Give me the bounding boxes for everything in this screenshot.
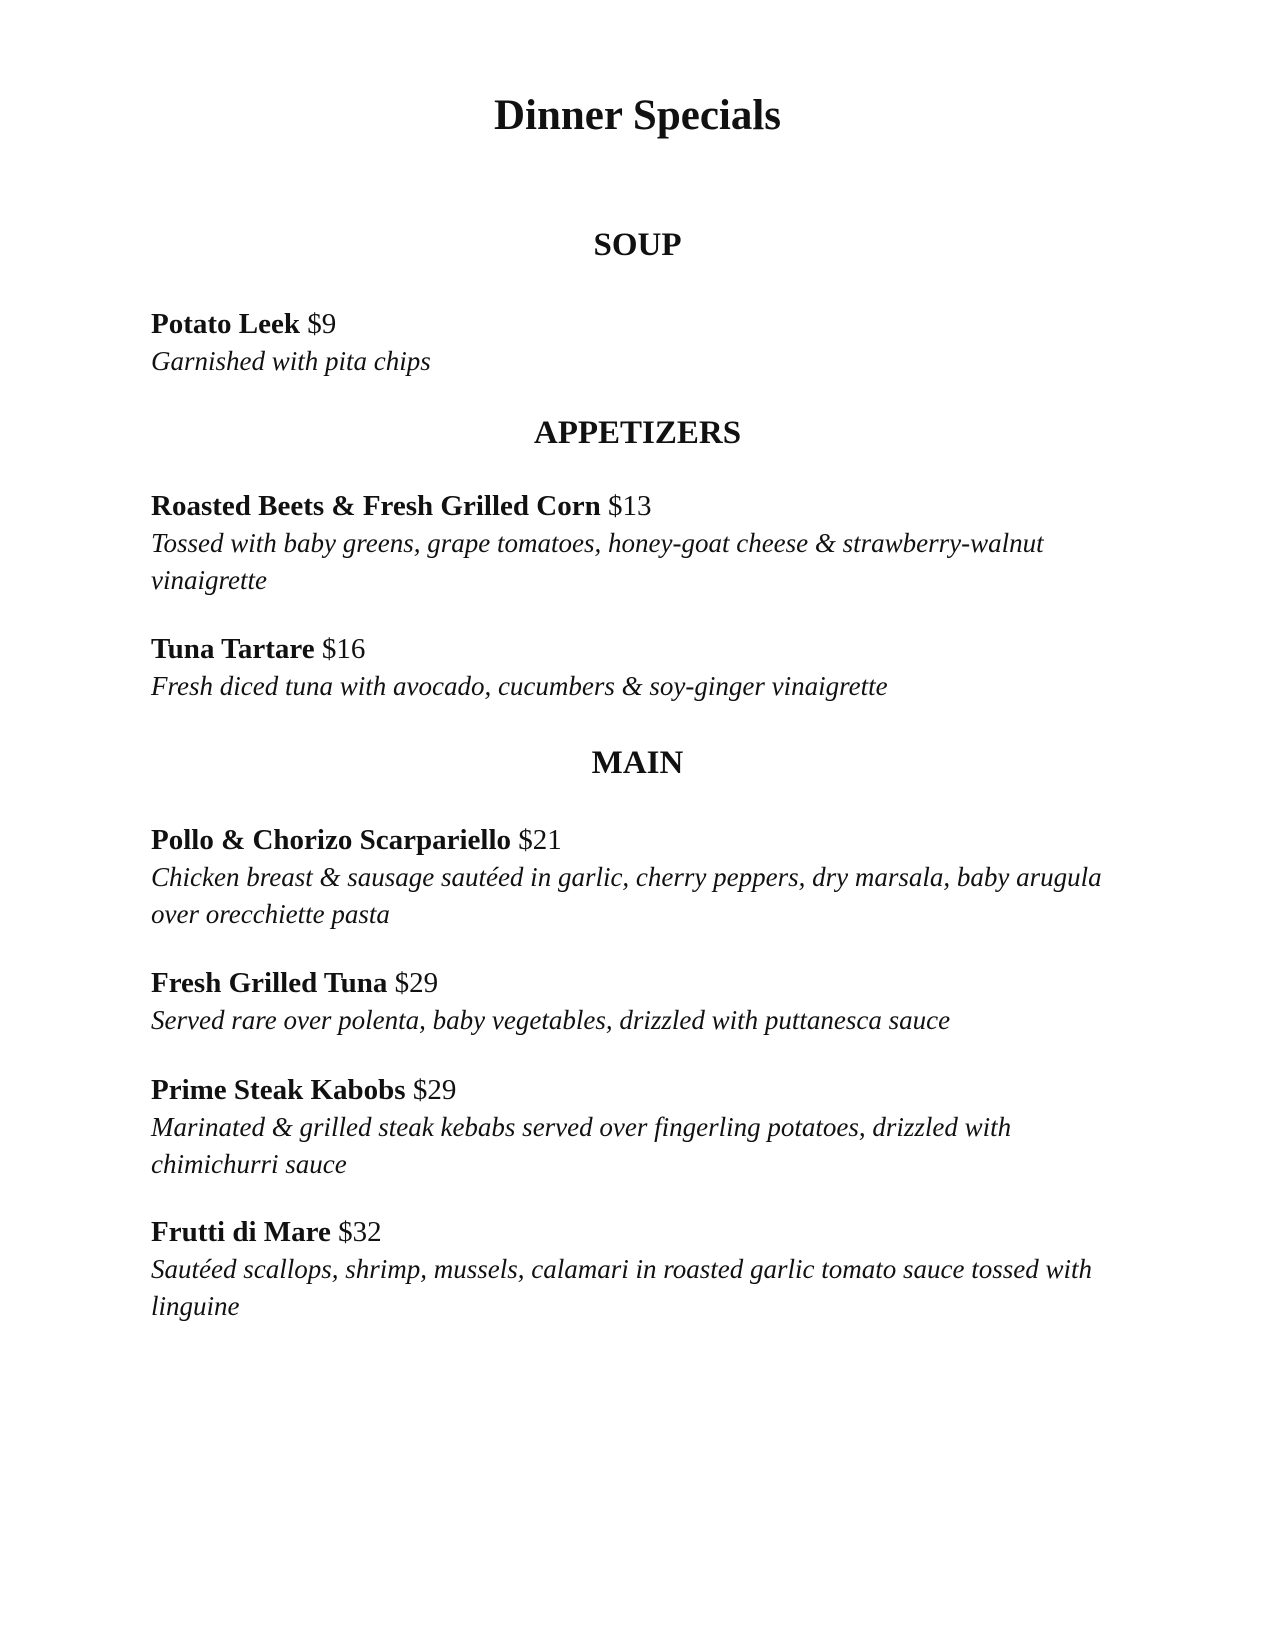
item-description: Fresh diced tuna with avocado, cucumbers & soy-ginger vinaigrette — [151, 671, 888, 701]
item-name: Tuna Tartare — [151, 633, 315, 665]
item-description: Garnished with pita chips — [151, 346, 431, 376]
section-heading-appetizers: APPETIZERS — [533, 415, 742, 451]
item-name: Pollo & Chorizo Scarpariello — [151, 824, 512, 856]
section-heading-main: MAIN — [591, 745, 684, 781]
section-heading-soup: SOUP — [593, 227, 682, 263]
item-description: Served rare over polenta, baby vegetables, drizzled with puttanesca sauce — [151, 1005, 951, 1035]
menu-item — [151, 1213, 1121, 1325]
item-name: Fresh Grilled Tuna — [151, 967, 388, 999]
item-price: $9 — [307, 308, 337, 340]
item-description: Chicken breast & sausage sautéed in garlic, cherry peppers, dry marsala, baby arugula over orecchiette pasta — [151, 862, 1102, 929]
item-price: $21 — [518, 824, 562, 856]
item-name: Prime Steak Kabobs — [151, 1074, 406, 1106]
menu-item — [151, 1071, 1121, 1183]
menu-item — [151, 630, 1121, 705]
menu-item — [151, 821, 1121, 933]
menu-item — [151, 487, 1121, 599]
item-description: Tossed with baby greens, grape tomatoes, honey-goat cheese & strawberry-walnut vinaigrette — [151, 528, 1044, 595]
menu-item — [151, 964, 1121, 1039]
item-price: $13 — [607, 490, 652, 522]
item-name: Potato Leek — [151, 308, 300, 340]
item-price: $32 — [338, 1216, 382, 1248]
page-title: Dinner Specials — [493, 92, 782, 139]
item-description: Sautéed scallops, shrimp, mussels, calamari in roasted garlic tomato sauce tossed with linguine — [151, 1254, 1092, 1321]
item-name: Roasted Beets & Fresh Grilled Corn — [151, 490, 601, 522]
menu-item — [151, 305, 1121, 380]
item-name: Frutti di Mare — [151, 1216, 331, 1248]
item-price: $16 — [321, 633, 366, 665]
item-price: $29 — [412, 1074, 457, 1106]
item-price: $29 — [394, 967, 439, 999]
item-description: Marinated & grilled steak kebabs served over fingerling potatoes, drizzled with chimichurri sauce — [151, 1112, 1012, 1179]
